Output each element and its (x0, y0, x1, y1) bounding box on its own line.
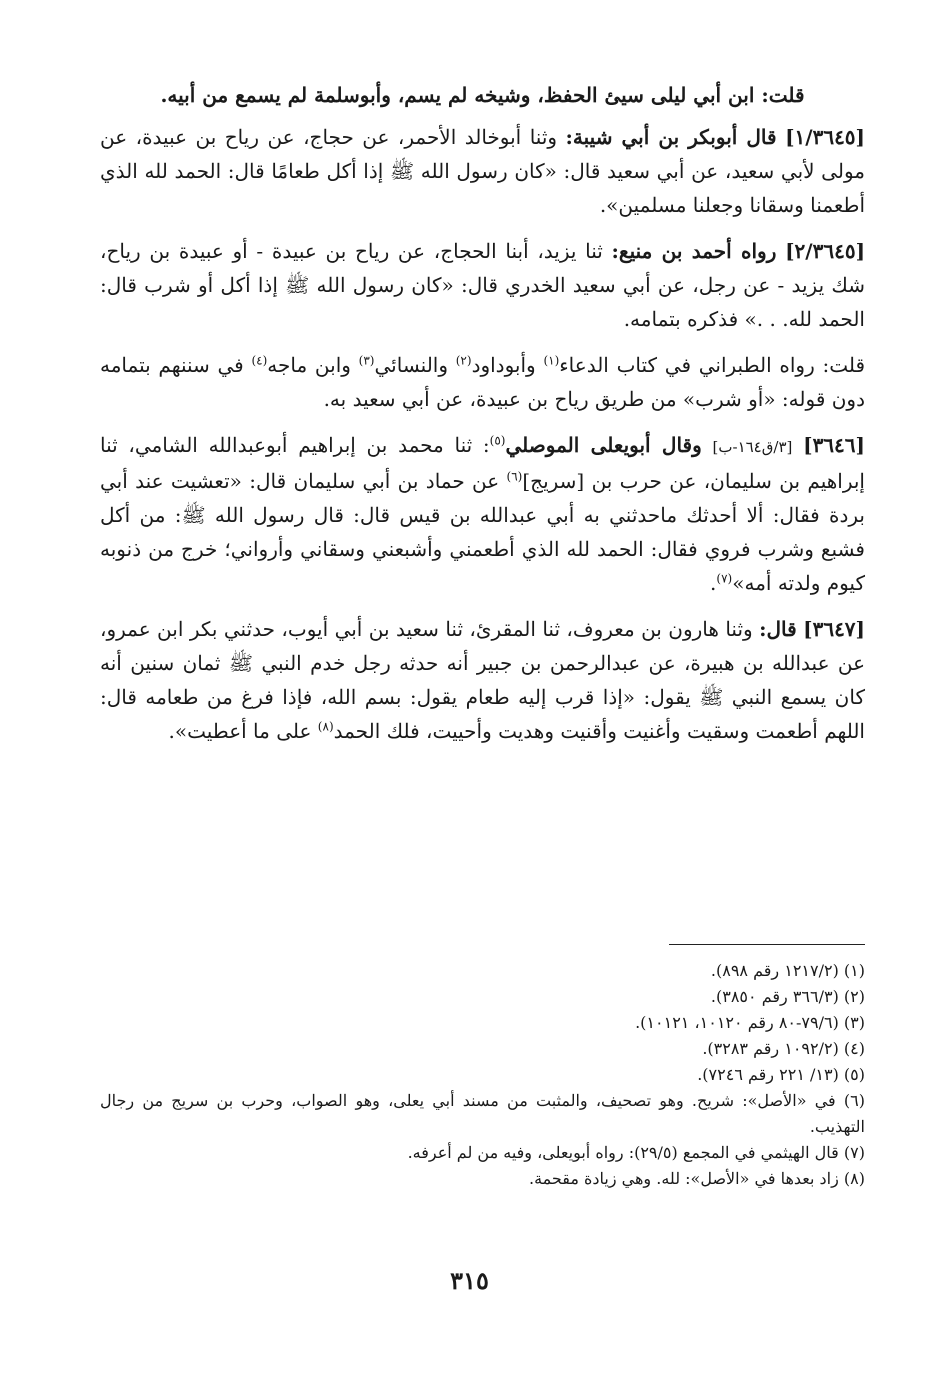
hadith-text: : ثنا محمد بن إبراهيم أبوعبدالله الشامي، ثنا إبراهيم بن سليمان، عن حرب بن [سريج] (100, 433, 865, 493)
paragraph-text: قلت: ابن أبي ليلى سيئ الحفظ، وشيخه لم يسم، وأبوسلمة لم يسمع من أبيه. (160, 83, 805, 107)
footnote-3: (٣) (٧٩/٦-٨٠ رقم ١٠١٢٠، ١٠١٢١). (635, 1013, 865, 1032)
hadith-number: [٣٦٤٧] (803, 617, 866, 641)
hadith-source: وقال أبويعلى الموصلي (505, 433, 702, 457)
footnote-4: (٤) (١٠٩٢/٢ رقم ٣٢٨٣). (702, 1039, 865, 1058)
hadith-text: عن حماد بن أبي سليمان قال: «تعشيت عند أبي بردة فقال: ألا أحدثك ماحدثني به أبي عبدالله بن قيس قال: قال رسول الله ﷺ: من أكل فشبع وشرب فروي فقال: الحمد لله الذي أطعمني وأشبعني وسقاني وأرواني؛ خرج من ذنوبه كيوم ولدته أمه» (100, 469, 865, 595)
hadith-3645-1 (100, 120, 865, 222)
note-text: وابن ماجه (267, 353, 359, 377)
footnote-5: (٥) (١٣/ ٢٢١ رقم ٧٢٤٦). (697, 1065, 865, 1084)
hadith-3647 (100, 612, 865, 748)
footnote-ref-4: (٤) (251, 353, 268, 368)
main-text (100, 78, 865, 760)
footnote-6: (٦) في «الأصل»: شريح. وهو تصحيف، والمثبت من مسند أبي يعلى، وهو الصواب، وحرب بن سريج من رجال التهذيب. (100, 1091, 865, 1136)
hadith-3646 (100, 428, 865, 600)
footnote-ref-6: (٦) (506, 469, 523, 484)
hadith-text: وثنا هارون بن معروف، ثنا المقرئ، ثنا سعيد بن أبي أيوب، حدثني بكر ابن عمرو، عن عبدالله بن هبيرة، عن عبدالرحمن بن جبير أنه حدثه رجل خدم النبي ﷺ ثمان سنين أنه كان يسمع النبي ﷺ يقول: «إذا قرب إليه طعام يقول: بسم الله، فإذا فرغ من طعامه قال: اللهم أطعمت وسقيت وأغنيت وأقنيت وهديت وأحييت، فلك الحمد (100, 617, 865, 743)
footnote-8: (٨) زاد بعدها في «الأصل»: لله. وهي زيادة مقحمة. (529, 1169, 865, 1188)
footnote-ref-8: (٨) (317, 719, 334, 734)
paragraph-note-1 (100, 78, 865, 112)
hadith-3645-2 (100, 234, 865, 336)
footnote-ref-2: (٢) (455, 353, 472, 368)
footnote-2: (٢) (٣٦٦/٣ رقم ٣٨٥٠). (710, 987, 865, 1006)
hadith-number: [٣٦٤٦] (803, 433, 865, 457)
hadith-source: قال أبوبكر بن أبي شيبة: (565, 125, 777, 149)
note-text: والنسائي (374, 353, 456, 377)
hadith-text: على ما أعطيت». (168, 719, 318, 743)
note-text: وأبوداود (471, 353, 544, 377)
footnote-ref-5: (٥) (489, 433, 506, 448)
hadith-text: . (710, 571, 717, 595)
hadith-source: قال: (759, 617, 797, 641)
footnotes (100, 958, 865, 1192)
hadith-number: [٢/٣٦٤٥] (785, 239, 866, 263)
footnote-7: (٧) قال الهيثمي في المجمع (٢٩/٥): رواه أبويعلى، وفيه من لم أعرفه. (407, 1143, 865, 1162)
hadith-source: رواه أحمد بن منيع: (611, 239, 777, 263)
footnote-divider (669, 944, 865, 945)
note-text: قلت: رواه الطبراني في كتاب الدعاء (559, 353, 866, 377)
footnote-1: (١) (١٢١٧/٢ رقم ٨٩٨). (710, 961, 865, 980)
footnote-ref-3: (٣) (358, 353, 375, 368)
footnote-ref-1: (١) (543, 353, 560, 368)
manuscript-ref: [٣/ق١٦٤-ب] (712, 438, 793, 456)
note-text: في سننهم بتمامه دون قوله: «أو شرب» من طريق رياح بن عبيدة، عن أبي سعيد به. (100, 353, 865, 411)
paragraph-note-2 (100, 348, 865, 416)
page-number: ٣١٥ (450, 1266, 489, 1295)
hadith-text: وثنا أبوخالد الأحمر، عن حجاج، عن رياح بن عبيدة، عن مولى لأبي سعيد، عن أبي سعيد قال: «كان رسول الله ﷺ إذا أكل طعامًا قال: الحمد لله الذي أطعمنا وسقانا وجعلنا مسلمين». (100, 125, 865, 217)
hadith-text: ثنا يزيد، أبنا الحجاج، عن رياح بن عبيدة - أو عبيدة بن رياح، شك يزيد - عن رجل، عن أبي سعيد الخدري قال: «كان رسول الله ﷺ إذا أكل أو شرب قال: الحمد لله. . .» فذكره بتمامه. (100, 239, 865, 331)
hadith-number: [١/٣٦٤٥] (785, 125, 866, 149)
footnote-ref-7: (٧) (716, 571, 733, 586)
